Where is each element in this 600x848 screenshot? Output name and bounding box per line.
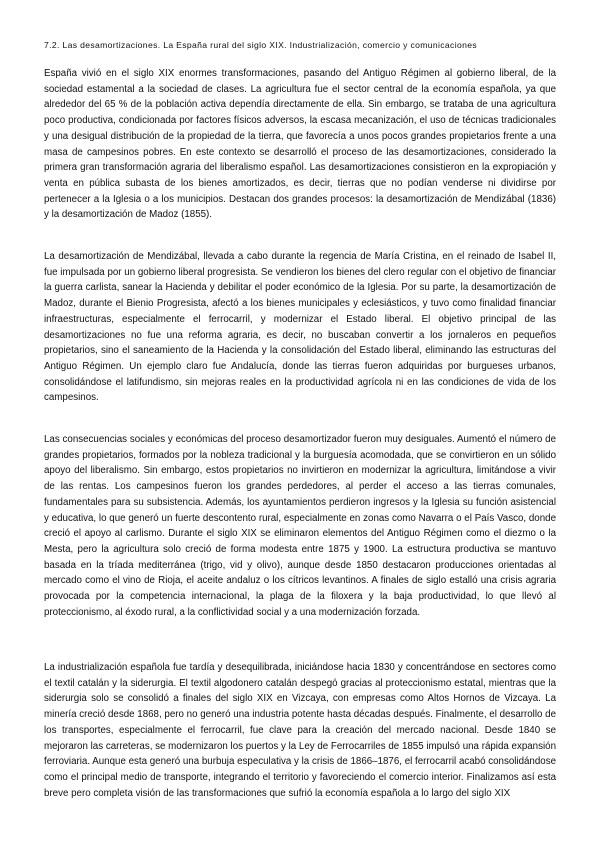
section-heading: 7.2. Las desamortizaciones. La España rural del siglo XIX. Industrialización, comercio y comunicaciones: [44, 40, 477, 50]
paragraph-consequences: Las consecuencias sociales y económicas del proceso desamortizador fueron muy desiguales. Aumentó el número de grandes propietarios, formados por la nobleza tradicional y la burguesía acomodada, que se convirtieron en un sólido apoyo del liberalismo. Sin embargo, estos propietarios no invirtieron en modernizar la agricultura, limitándose a vivir de las rentas. Los campesinos fueron los grandes perdedores, al perder el acceso a las tierras comunales, fundamentales para su subsistencia. Además, los ayuntamientos perdieron ingresos y la Iglesia su función asistencial y educativa, lo que generó un fuerte descontento rural, especialmente en zonas como Navarra o el País Vasco, donde creció el apoyo al carlismo. Durante el siglo XIX se eliminaron elementos del Antiguo Régimen como el diezmo o la Mesta, pero la agricultura solo creció de forma modesta entre 1875 y 1900. La estructura productiva se mantuvo basada en la tríada mediterránea (trigo, vid y olivo), aunque desde 1850 destacaron producciones orientadas al mercado como el vino de Rioja, el aceite andaluz o los cítricos levantinos. A finales de siglo estalló una crisis agraria provocada por la competencia internacional, la plaga de la filoxera y la baja productividad, lo que llevó al proteccionismo, al éxodo rural, a la conflictividad social y a una modernización forzada.: [44, 434, 556, 618]
paragraph-mendizabal-madoz: La desamortización de Mendizábal, llevada a cabo durante la regencia de María Cristina, en el reinado de Isabel II, fue impulsada por un gobierno liberal progresista. Se vendieron los bienes del clero regular con el objetivo de financiar la guerra carlista, sanear la Hacienda y debilitar el poder económico de la Iglesia. Por su parte, la desamortización de Madoz, durante el Bienio Progresista, afectó a los bienes municipales y eclesiásticos, y tuvo como finalidad financiar infraestructuras, especialmente el ferrocarril, y modernizar el Estado liberal. El objetivo principal de las desamortizaciones no fue una reforma agraria, es decir, no buscaban convertir a los jornaleros en pequeños propietarios, sino el saneamiento de la Hacienda y la consolidación del Estado liberal, eliminando las estructuras del Antiguo Régimen. Un ejemplo claro fue Andalucía, donde las tierras fueron adquiridas por burgueses urbanos, consolidándose el latifundismo, sin mejoras reales en la productividad agrícola ni en las condiciones de vida de los campesinos.: [44, 251, 556, 404]
paragraph-introduction: España vivió en el siglo XIX enormes transformaciones, pasando del Antiguo Régimen al gobierno liberal, de la sociedad estamental a la sociedad de clases. La agricultura fue el sector central de la economía española, ya que alrededor del 65 % de la población activa dependía directamente de ella. Sin embargo, se trataba de una agricultura poco productiva, condicionada por factores físicos adversos, la escasa mecanización, el uso de técnicas tradicionales y una desigual distribución de la propiedad de la tierra, que favorecía a unos pocos grandes propietarios frente a una masa de campesinos pobres. En este contexto se desarrolló el proceso de las desamortizaciones, considerado la primera gran transformación agraria del liberalismo español. Las desamortizaciones consistieron en la expropiación y venta en pública subasta de los bienes amortizados, es decir, tierras que no podían venderse ni dividirse por pertenecer a la Iglesia o a los municipios. Destacan dos grandes procesos: la desamortización de Mendizábal (1836) y la desamortización de Madoz (1855).: [44, 68, 556, 221]
paragraph-industrialization: La industrialización española fue tardía y desequilibrada, iniciándose hacia 1830 y concentrándose en sectores como el textil catalán y la siderurgia. El textil algodonero catalán despegó gracias al proteccionismo estatal, mientras que la siderurgia solo se consolidó a finales del siglo XIX en Vizcaya, con empresas como Altos Hornos de Vizcaya. La minería creció desde 1868, pero no generó una industria potente hasta décadas después. Finalmente, el desarrollo de los transportes, especialmente el ferrocarril, fue clave para la creación del mercado nacional. Desde 1840 se mejoraron las carreteras, se modernizaron los puertos y la Ley de Ferrocarriles de 1855 impulsó una rápida expansión ferroviaria. Aunque esta generó una burbuja especulativa y la crisis de 1866–1876, el ferrocarril acabó consolidándose como el principal medio de transporte, integrando el territorio y favoreciendo el comercio interior. Finalizamos así esta breve pero completa visión de las transformaciones que sufrió la economía española a lo largo del siglo XIX: [44, 662, 556, 799]
